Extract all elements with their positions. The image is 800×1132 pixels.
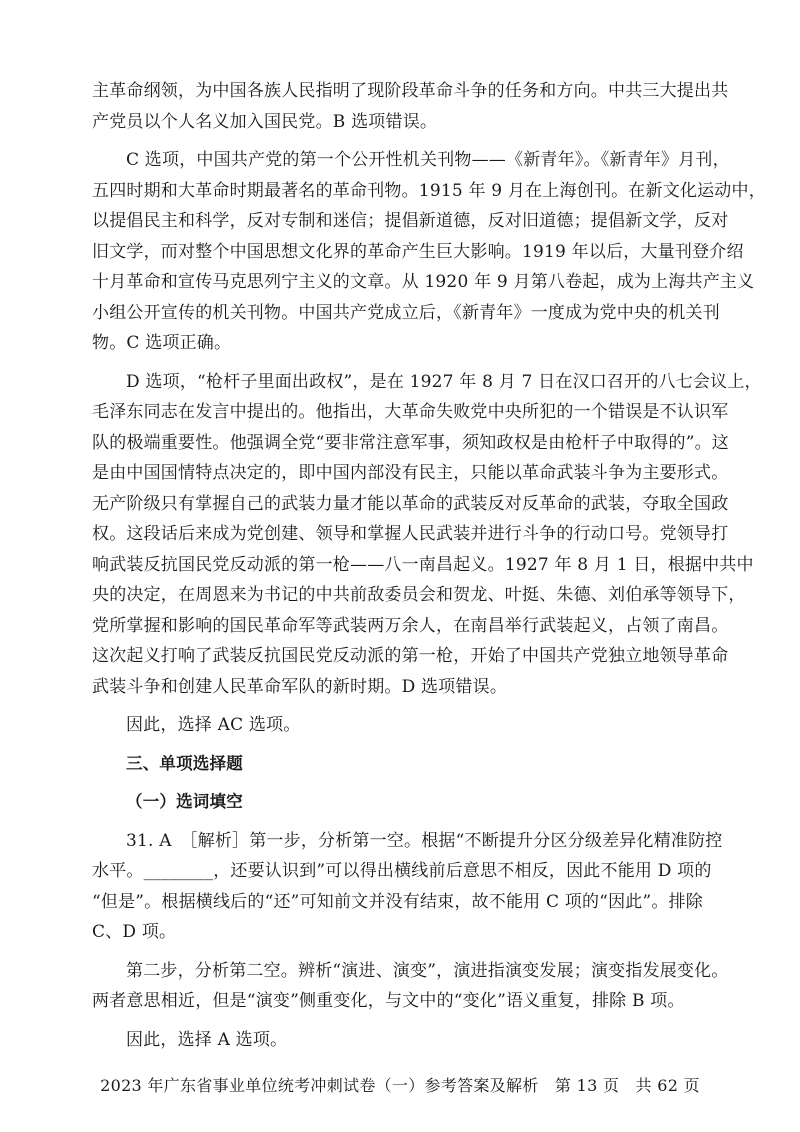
text-line: 这次起义打响了武装反抗国民党反动派的第一枪，开始了中国共产党独立地领导革命 [92,646,729,666]
page-footer: 2023 年广东省事业单位统考冲刺试卷（一）参考答案及解析 第 13 页 共 62 页 [100,1076,700,1095]
text-line: 产党员以个人名义加入国民党。B 选项错误。 [92,111,438,132]
subsection-heading [92,787,714,818]
document-body [92,76,766,1055]
text-line: 党所掌握和影响的国民革命军等武装两万余人，在南昌举行武装起义，占领了南昌。 [92,615,729,636]
text-line: 队的极端重要性。他强调全党“要非常注意军事，须知政权是由枪杆子中取得的”。这 [92,432,729,453]
paragraph [92,826,723,948]
text-line: C、D 项。 [92,922,177,942]
text-line: 两者意思相近，但是“演变”侧重变化，与文中的“变化”语义重复，排除 B 项。 [92,991,685,1011]
text-line: 央的决定，在周恩来为书记的中共前敌委员会和贺龙、叶挺、朱德、刘伯承等领导下， [92,585,746,605]
text-line: 水平。________，还要认识到”可以得出横线前后意思不相反，因此不能用 D 项的 [92,861,712,881]
text-line: 毛泽东同志在发言中提出的。他指出，大革命失败党中央所犯的一个错误是不认识军 [92,402,729,422]
heading-text: 三、单项选择题 [126,753,243,773]
text-line: 五四时期和大革命时期最著名的革命刊物。1915 年 9 月在上海创刊。在新文化运动中， [92,180,766,201]
text-line: 以提倡民主和科学，反对专制和迷信；提倡新道德，反对旧道德；提倡新文学，反对 [92,211,729,231]
section-heading [92,749,714,780]
text-line: 小组公开宣传的机关刊物。中国共产党成立后，《新青年》一度成为党中央的机关刊 [92,302,720,323]
paragraph [92,956,729,1017]
text-line: C 选项，中国共产党的第一个公开性机关刊物——《新青年》。《新青年》月刊， [126,150,730,170]
text-line: 主革命纲领，为中国各族人民指明了现阶段革命斗争的任务和方向。中共三大提出共 [92,81,729,101]
text-line: 31. A ［解析］第一步，分析第一空。根据“不断提升分区分级差异化精准防控 [126,830,723,851]
text-line: 旧文学，而对整个中国思想文化界的革命产生巨大影响。1919 年以后，大量刊登介绍 [92,241,744,262]
paragraph [92,367,762,703]
text-line: 是由中国国情特点决定的，即中国内部没有民主，只能以革命武装斗争为主要形式。 [92,463,729,483]
text-line: D 选项，“枪杆子里面出政权”，是在 1927 年 8 月 7 日在汉口召开的八七会议上， [126,371,762,392]
text-line: 无产阶级只有掌握自己的武装力量才能以革命的武装反对反革命的武装，夺取全国政 [92,493,729,514]
heading-text: （一）选词填空 [126,792,243,811]
paragraph [92,1025,714,1056]
paragraph [92,76,729,137]
text-line: 因此，选择 A 选项。 [126,1029,288,1050]
paragraph [92,710,714,741]
text-line: 物。C 选项正确。 [92,333,232,353]
text-line: “但是”。根据横线后的“还”可知前文并没有结束，故不能用 C 项的“因此”。排除 [92,891,703,912]
text-line: 十月革命和宣传马克思列宁主义的文章。从 1920 年 9 月第八卷起，成为上海共产主义 [92,272,755,292]
text-line: 第二步，分析第二空。辨析“演进、演变”，演进指演变发展；演变指发展变化。 [126,960,729,981]
text-line: 权。这段话后来成为党创建、领导和掌握人民武装并进行斗争的行动口号。党领导打 [92,524,729,544]
paragraph [92,145,766,359]
text-line: 因此，选择 AC 选项。 [126,715,301,735]
text-line: 武装斗争和创建人民革命军队的新时期。D 选项错误。 [92,676,508,697]
text-line: 响武装反抗国民党反动派的第一枪——八一南昌起义。1927 年 8 月 1 日，根据中共中 [92,554,754,575]
